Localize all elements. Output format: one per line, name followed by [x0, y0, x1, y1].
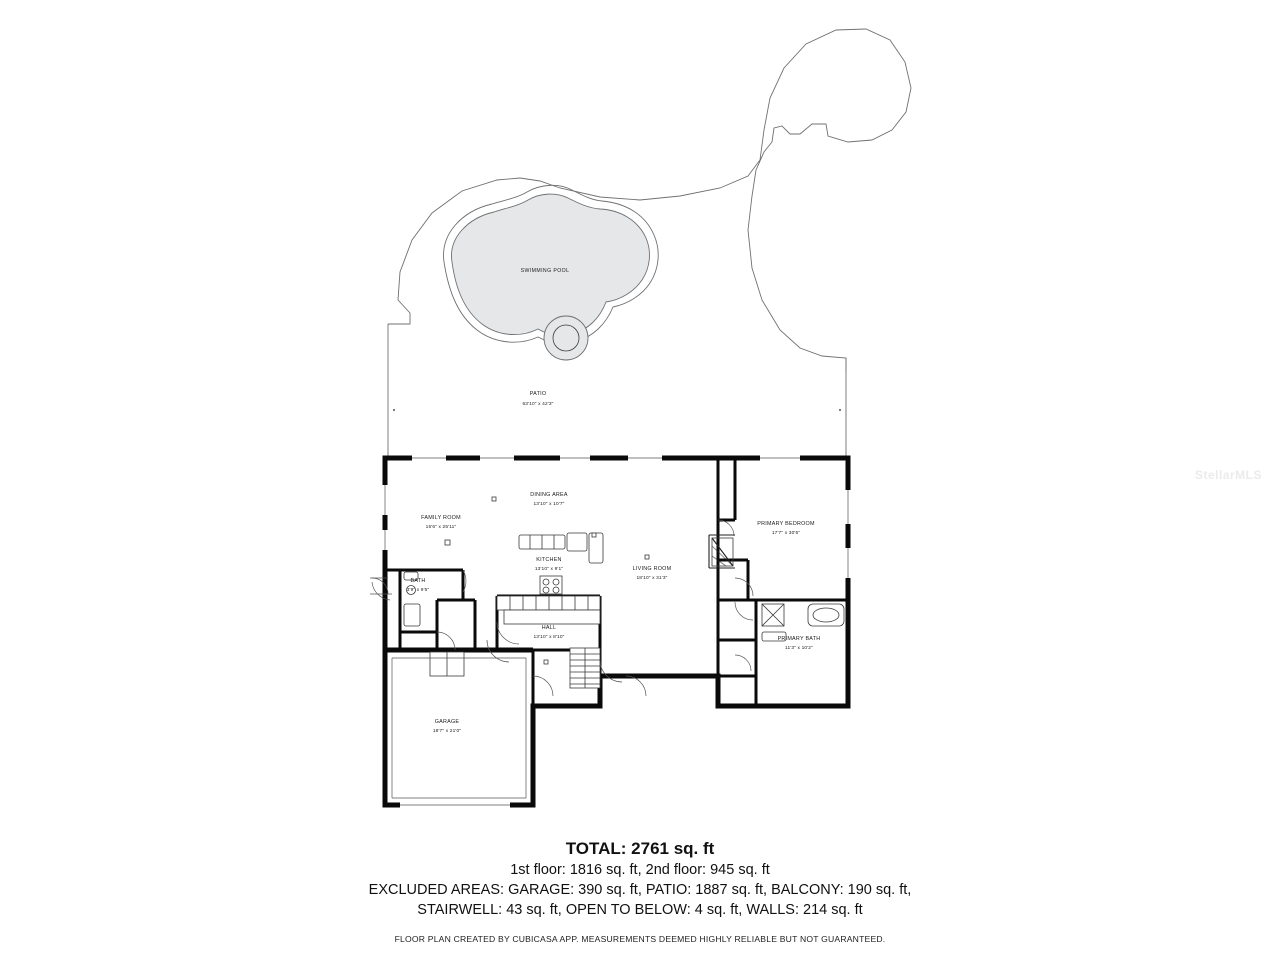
room-label-kitchen: KITCHEN	[536, 557, 562, 563]
room-label-hall: HALL	[541, 625, 557, 631]
room-label-bath: BATH	[410, 578, 426, 584]
house-outer-walls	[385, 458, 848, 805]
room-dim-hall: 13'10" x 8'10"	[533, 635, 565, 640]
patio-label: PATIO	[529, 391, 547, 397]
floor-breakdown: 1st floor: 1816 sq. ft, 2nd floor: 945 sq. ft	[510, 862, 770, 878]
room-dim-dining-area: 13'10" x 10'7"	[533, 502, 565, 507]
disclaimer: FLOOR PLAN CREATED BY CUBICASA APP. MEASUREMENTS DEEMED HIGHLY RELIABLE BUT NOT GUARANTEED.	[394, 934, 886, 944]
room-label-family-room: FAMILY ROOM	[421, 515, 461, 521]
room-label-living-room: LIVING ROOM	[632, 566, 672, 572]
excluded-areas-line-2: STAIRWELL: 43 sq. ft, OPEN TO BELOW: 4 sq. ft, WALLS: 214 sq. ft	[417, 902, 863, 918]
watermark: StellarMLS	[1194, 468, 1262, 482]
excluded-areas-line-1: EXCLUDED AREAS: GARAGE: 390 sq. ft, PATIO: 1887 sq. ft, BALCONY: 190 sq. ft,	[368, 882, 912, 898]
area-summary	[0, 838, 1280, 944]
room-dim-primary-bath: 11'3" x 10'2"	[785, 646, 813, 651]
swimming-pool-label: SWIMMING POOL	[520, 268, 570, 274]
room-dim-primary-bedroom: 17'7" x 30'5"	[771, 531, 801, 536]
room-dim-family-room: 15'6" x 25'11"	[425, 525, 457, 530]
garage-area	[392, 658, 526, 798]
room-label-garage: GARAGE	[434, 719, 460, 725]
swimming-pool	[444, 185, 659, 360]
room-dim-kitchen: 13'10" x 9'1"	[534, 567, 564, 572]
room-dim-bath: 3'9" x 9'5"	[406, 588, 430, 593]
room-label-dining-area: DINING AREA	[530, 492, 568, 498]
room-label-primary-bath: PRIMARY BATH	[777, 636, 821, 642]
patio-dimensions: 63'10" x 42'3"	[522, 402, 554, 407]
room-labels	[407, 492, 821, 734]
total-area: TOTAL: 2761 sq. ft	[565, 839, 715, 858]
room-dim-living-room: 18'10" x 31'3"	[636, 576, 668, 581]
room-dim-garage: 18'7" x 21'0"	[432, 729, 462, 734]
room-label-primary-bedroom: PRIMARY BEDROOM	[757, 521, 815, 527]
